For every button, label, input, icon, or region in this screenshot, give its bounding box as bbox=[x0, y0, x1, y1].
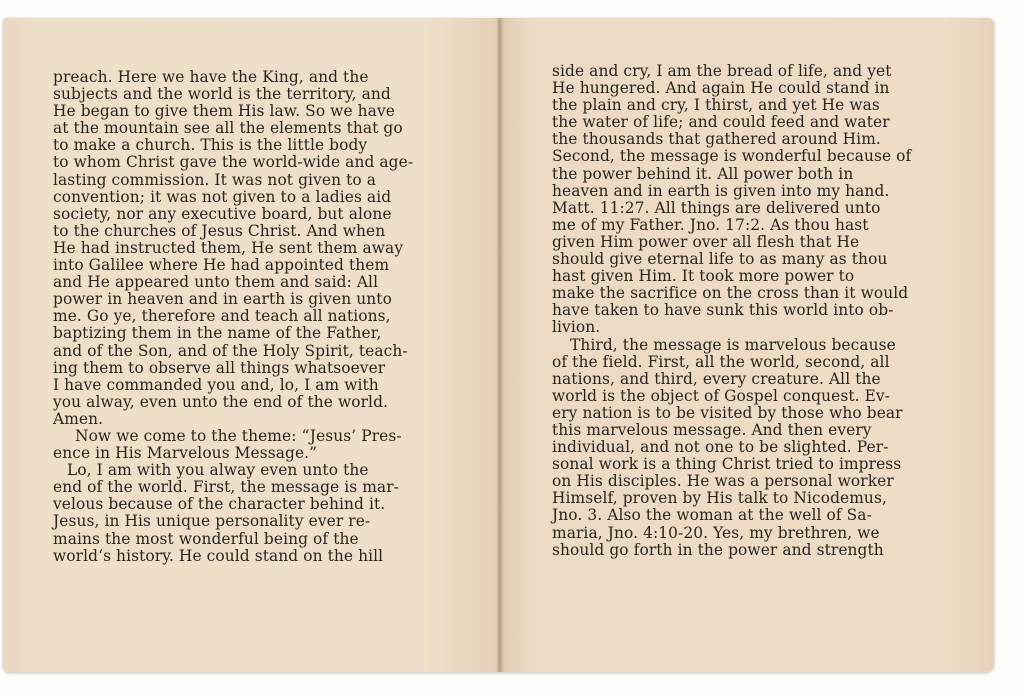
text-line: on His disciples. He was a personal worker bbox=[552, 472, 894, 491]
text-line: velous because of the character behind it. bbox=[53, 495, 386, 514]
text-line: world is the object of Gospel conquest. Ev- bbox=[552, 386, 891, 405]
text-line: subjects and the world is the territory, and bbox=[53, 85, 391, 104]
text-line: Lo, I am with you alway even unto the bbox=[67, 461, 369, 480]
text-line: to the churches of Jesus Christ. And when bbox=[53, 221, 386, 240]
text-line: Jesus, in His unique personality ever re- bbox=[53, 512, 371, 531]
text-line: Jno. 3. Also the woman at the well of Sa- bbox=[552, 506, 872, 525]
text-line: baptizing them in the name of the Father, bbox=[53, 324, 382, 343]
text-line: Third, the message is marvelous because bbox=[570, 335, 896, 354]
text-line: preach. Here we have the King, and the bbox=[53, 68, 369, 86]
text-line: this marvelous message. And then every bbox=[552, 420, 872, 439]
text-line: side and cry, I am the bread of life, and yet bbox=[552, 62, 892, 80]
text-line: ery nation is to be visited by those who bear bbox=[552, 403, 903, 422]
text-line: livion. bbox=[552, 318, 601, 337]
text-line: and He appeared unto them and said: All bbox=[53, 273, 379, 292]
text-line: individual, and not one to be slighted. Per- bbox=[552, 438, 889, 457]
text-line: society, nor any executive board, but alone bbox=[53, 204, 392, 223]
right-page-text bbox=[552, 63, 911, 559]
text-line: to whom Christ gave the world-wide and age- bbox=[53, 153, 414, 172]
text-line: He hungered. And again He could stand in bbox=[552, 79, 890, 98]
text-line: the water of life; and could feed and water bbox=[552, 113, 890, 132]
text-line: maria, Jno. 4:10-20. Yes, my brethren, we bbox=[552, 523, 880, 542]
text-line: have taken to have sunk this world into ob- bbox=[552, 301, 894, 320]
text-line: power in heaven and in earth is given unto bbox=[53, 290, 392, 309]
text-line: at the mountain see all the elements that go bbox=[53, 119, 403, 138]
text-line: me. Go ye, therefore and teach all nations, bbox=[53, 307, 391, 326]
text-line: the thousands that gathered around Him. bbox=[552, 130, 881, 149]
text-line: to make a church. This is the little body bbox=[53, 136, 368, 155]
text-line: make the sacrifice on the cross than it would bbox=[552, 284, 909, 303]
text-line: of the field. First, all the world, second, all bbox=[552, 352, 890, 371]
text-line: given Him power over all flesh that He bbox=[552, 232, 860, 251]
text-line: nations, and third, every creature. All the bbox=[552, 369, 881, 388]
text-line: Now we come to the theme: “Jesus’ Pres- bbox=[75, 426, 402, 445]
text-line: sonal work is a thing Christ tried to impress bbox=[552, 455, 902, 474]
text-line: ing them to observe all things whatsoever bbox=[53, 358, 386, 377]
text-line: Himself, proven by His talk to Nicodemus, bbox=[552, 489, 887, 508]
text-line: you alway, even unto the end of the world. bbox=[53, 392, 389, 411]
text-line: should give eternal life to as many as thou bbox=[552, 250, 888, 269]
text-line: hast given Him. It took more power to bbox=[552, 267, 855, 286]
text-line: world‘s history. He could stand on the hill bbox=[53, 546, 384, 565]
text-line: the plain and cry, I thirst, and yet He was bbox=[552, 96, 880, 115]
text-line: end of the world. First, the message is mar- bbox=[53, 478, 399, 497]
text-line: He had instructed them, He sent them away bbox=[53, 238, 404, 257]
text-line: mains the most wonderful being of the bbox=[53, 529, 359, 548]
left-page-text bbox=[53, 69, 413, 565]
text-line: should go forth in the power and strength bbox=[552, 540, 884, 559]
page-gutter bbox=[496, 18, 504, 672]
text-line: I have commanded you and, lo, I am with bbox=[53, 375, 379, 394]
text-line: the power behind it. All power both in bbox=[552, 164, 854, 183]
text-line: Second, the message is wonderful because of bbox=[552, 147, 912, 166]
text-line: lasting commission. It was not given to a bbox=[53, 170, 376, 189]
text-line: Matt. 11:27. All things are delivered unto bbox=[552, 198, 881, 217]
text-line: into Galilee where He had appointed them bbox=[53, 256, 390, 275]
text-line: and of the Son, and of the Holy Spirit, teach- bbox=[53, 341, 408, 360]
text-line: Amen. bbox=[53, 409, 104, 428]
text-line: convention; it was not given to a ladies aid bbox=[53, 187, 392, 206]
text-line: heaven and in earth is given into my hand. bbox=[552, 181, 890, 200]
text-line: He began to give them His law. So we have bbox=[53, 102, 395, 121]
text-line: me of my Father. Jno. 17:2. As thou hast bbox=[552, 215, 869, 234]
text-line: ence in His Marvelous Message.” bbox=[53, 444, 318, 463]
